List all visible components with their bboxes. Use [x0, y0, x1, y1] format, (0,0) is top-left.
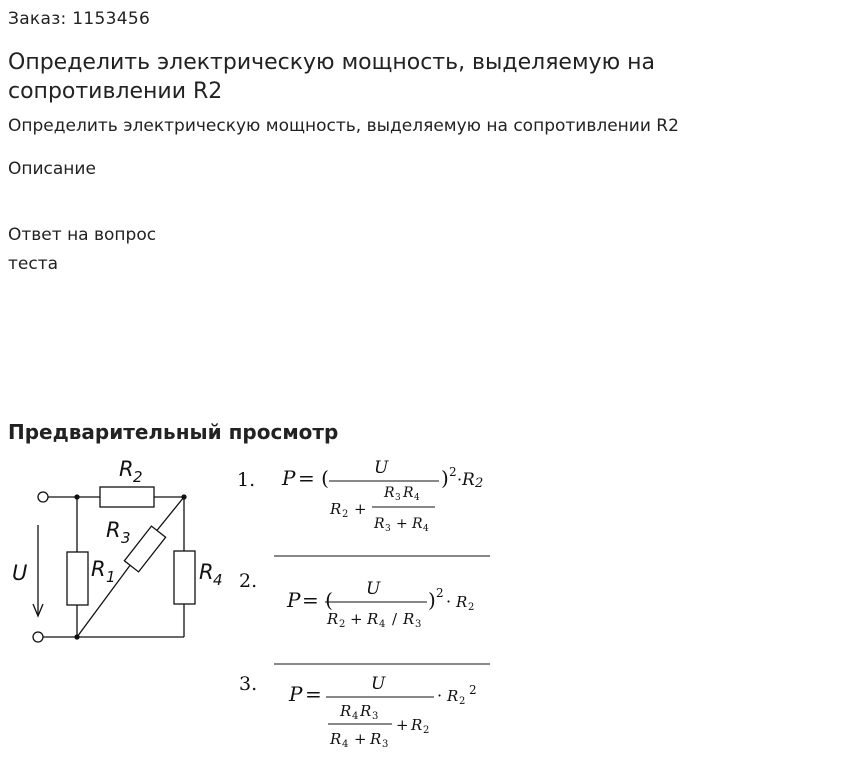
svg-text:3: 3 [372, 711, 379, 722]
svg-text:P: P [287, 588, 301, 612]
formula-1 [281, 458, 483, 534]
svg-text:R: R [403, 610, 415, 628]
terminal-bottom [33, 632, 43, 642]
svg-text:R: R [403, 485, 414, 501]
page-title: Определить электрическую мощность, выделяемую на сопротивлении R2 [8, 50, 655, 104]
svg-text:R: R [412, 516, 423, 532]
svg-text:2: 2 [449, 465, 457, 479]
svg-text:4: 4 [213, 571, 223, 589]
svg-text:R: R [370, 730, 382, 748]
svg-text:R: R [456, 593, 468, 611]
svg-text:= (: = ( [298, 466, 329, 490]
svg-text:U: U [374, 458, 389, 478]
description-label: Описание [8, 159, 96, 179]
svg-text:R: R [327, 610, 339, 628]
svg-text:+: + [354, 500, 367, 518]
svg-text:/: / [392, 610, 398, 628]
label-r4: R [199, 560, 214, 584]
formula-2 [286, 579, 474, 630]
svg-text:+: + [396, 716, 409, 734]
option-number-3: 3. [239, 673, 258, 695]
svg-text:3: 3 [395, 493, 401, 503]
label-r2: R [119, 457, 134, 481]
svg-text:2: 2 [133, 468, 143, 486]
resistor-r4 [174, 551, 195, 604]
order-number: Заказ: 1153456 [8, 9, 151, 29]
svg-text:R: R [340, 702, 352, 720]
label-u: U [12, 561, 28, 585]
svg-text:R: R [367, 610, 379, 628]
svg-text:2: 2 [436, 586, 444, 600]
svg-text:4: 4 [414, 493, 420, 503]
svg-text:+: + [354, 730, 367, 748]
svg-text:2: 2 [423, 725, 430, 736]
svg-text:2: 2 [459, 696, 466, 707]
resistor-r1 [67, 552, 88, 605]
preview-heading: Предварительный просмотр [8, 420, 339, 444]
svg-text:·: · [457, 470, 463, 489]
svg-text:·: · [446, 592, 452, 611]
resistor-r3 [124, 526, 165, 572]
svg-text:R: R [462, 470, 475, 490]
svg-text:3: 3 [415, 619, 422, 630]
svg-text:P: P [289, 682, 303, 706]
svg-text:3: 3 [382, 739, 389, 750]
svg-text:2: 2 [339, 619, 346, 630]
svg-text:2: 2 [342, 509, 349, 520]
label-r1: R [91, 557, 106, 581]
circuit-diagram [33, 487, 195, 642]
formula-3 [288, 674, 477, 750]
svg-text:+: + [396, 516, 408, 532]
svg-text:R: R [411, 716, 423, 734]
svg-text:1: 1 [106, 568, 116, 586]
svg-text:R: R [447, 687, 459, 705]
svg-text:2: 2 [475, 476, 484, 491]
answer-label: Ответ на вопрос теста [8, 225, 157, 274]
svg-text:4: 4 [342, 739, 349, 750]
svg-text:=: = [305, 682, 322, 706]
option-number-2: 2. [239, 570, 258, 592]
svg-text:): ) [428, 588, 436, 612]
svg-text:R: R [330, 730, 342, 748]
preview-image [0, 452, 500, 772]
svg-text:R: R [384, 485, 395, 501]
svg-text:·: · [437, 686, 443, 705]
svg-text:P: P [282, 466, 296, 490]
svg-text:3: 3 [121, 529, 131, 547]
svg-text:): ) [441, 466, 449, 490]
label-r3: R [106, 518, 121, 542]
svg-text:R: R [374, 516, 385, 532]
svg-text:4: 4 [379, 619, 386, 630]
svg-text:R: R [330, 500, 342, 518]
svg-text:2: 2 [469, 683, 477, 697]
svg-text:U: U [371, 674, 386, 694]
task-statement: Определить электрическую мощность, выделяемую на сопротивлении R2 [8, 116, 679, 136]
svg-text:3: 3 [385, 524, 391, 534]
svg-text:U: U [366, 579, 381, 599]
svg-text:+: + [350, 610, 363, 628]
terminal-top [38, 492, 48, 502]
resistor-r2 [100, 487, 154, 507]
svg-text:2: 2 [468, 602, 475, 613]
svg-text:4: 4 [352, 711, 359, 722]
svg-text:R: R [360, 702, 372, 720]
svg-text:= (: = ( [302, 588, 333, 612]
svg-text:4: 4 [423, 524, 429, 534]
option-number-1: 1. [237, 469, 256, 491]
